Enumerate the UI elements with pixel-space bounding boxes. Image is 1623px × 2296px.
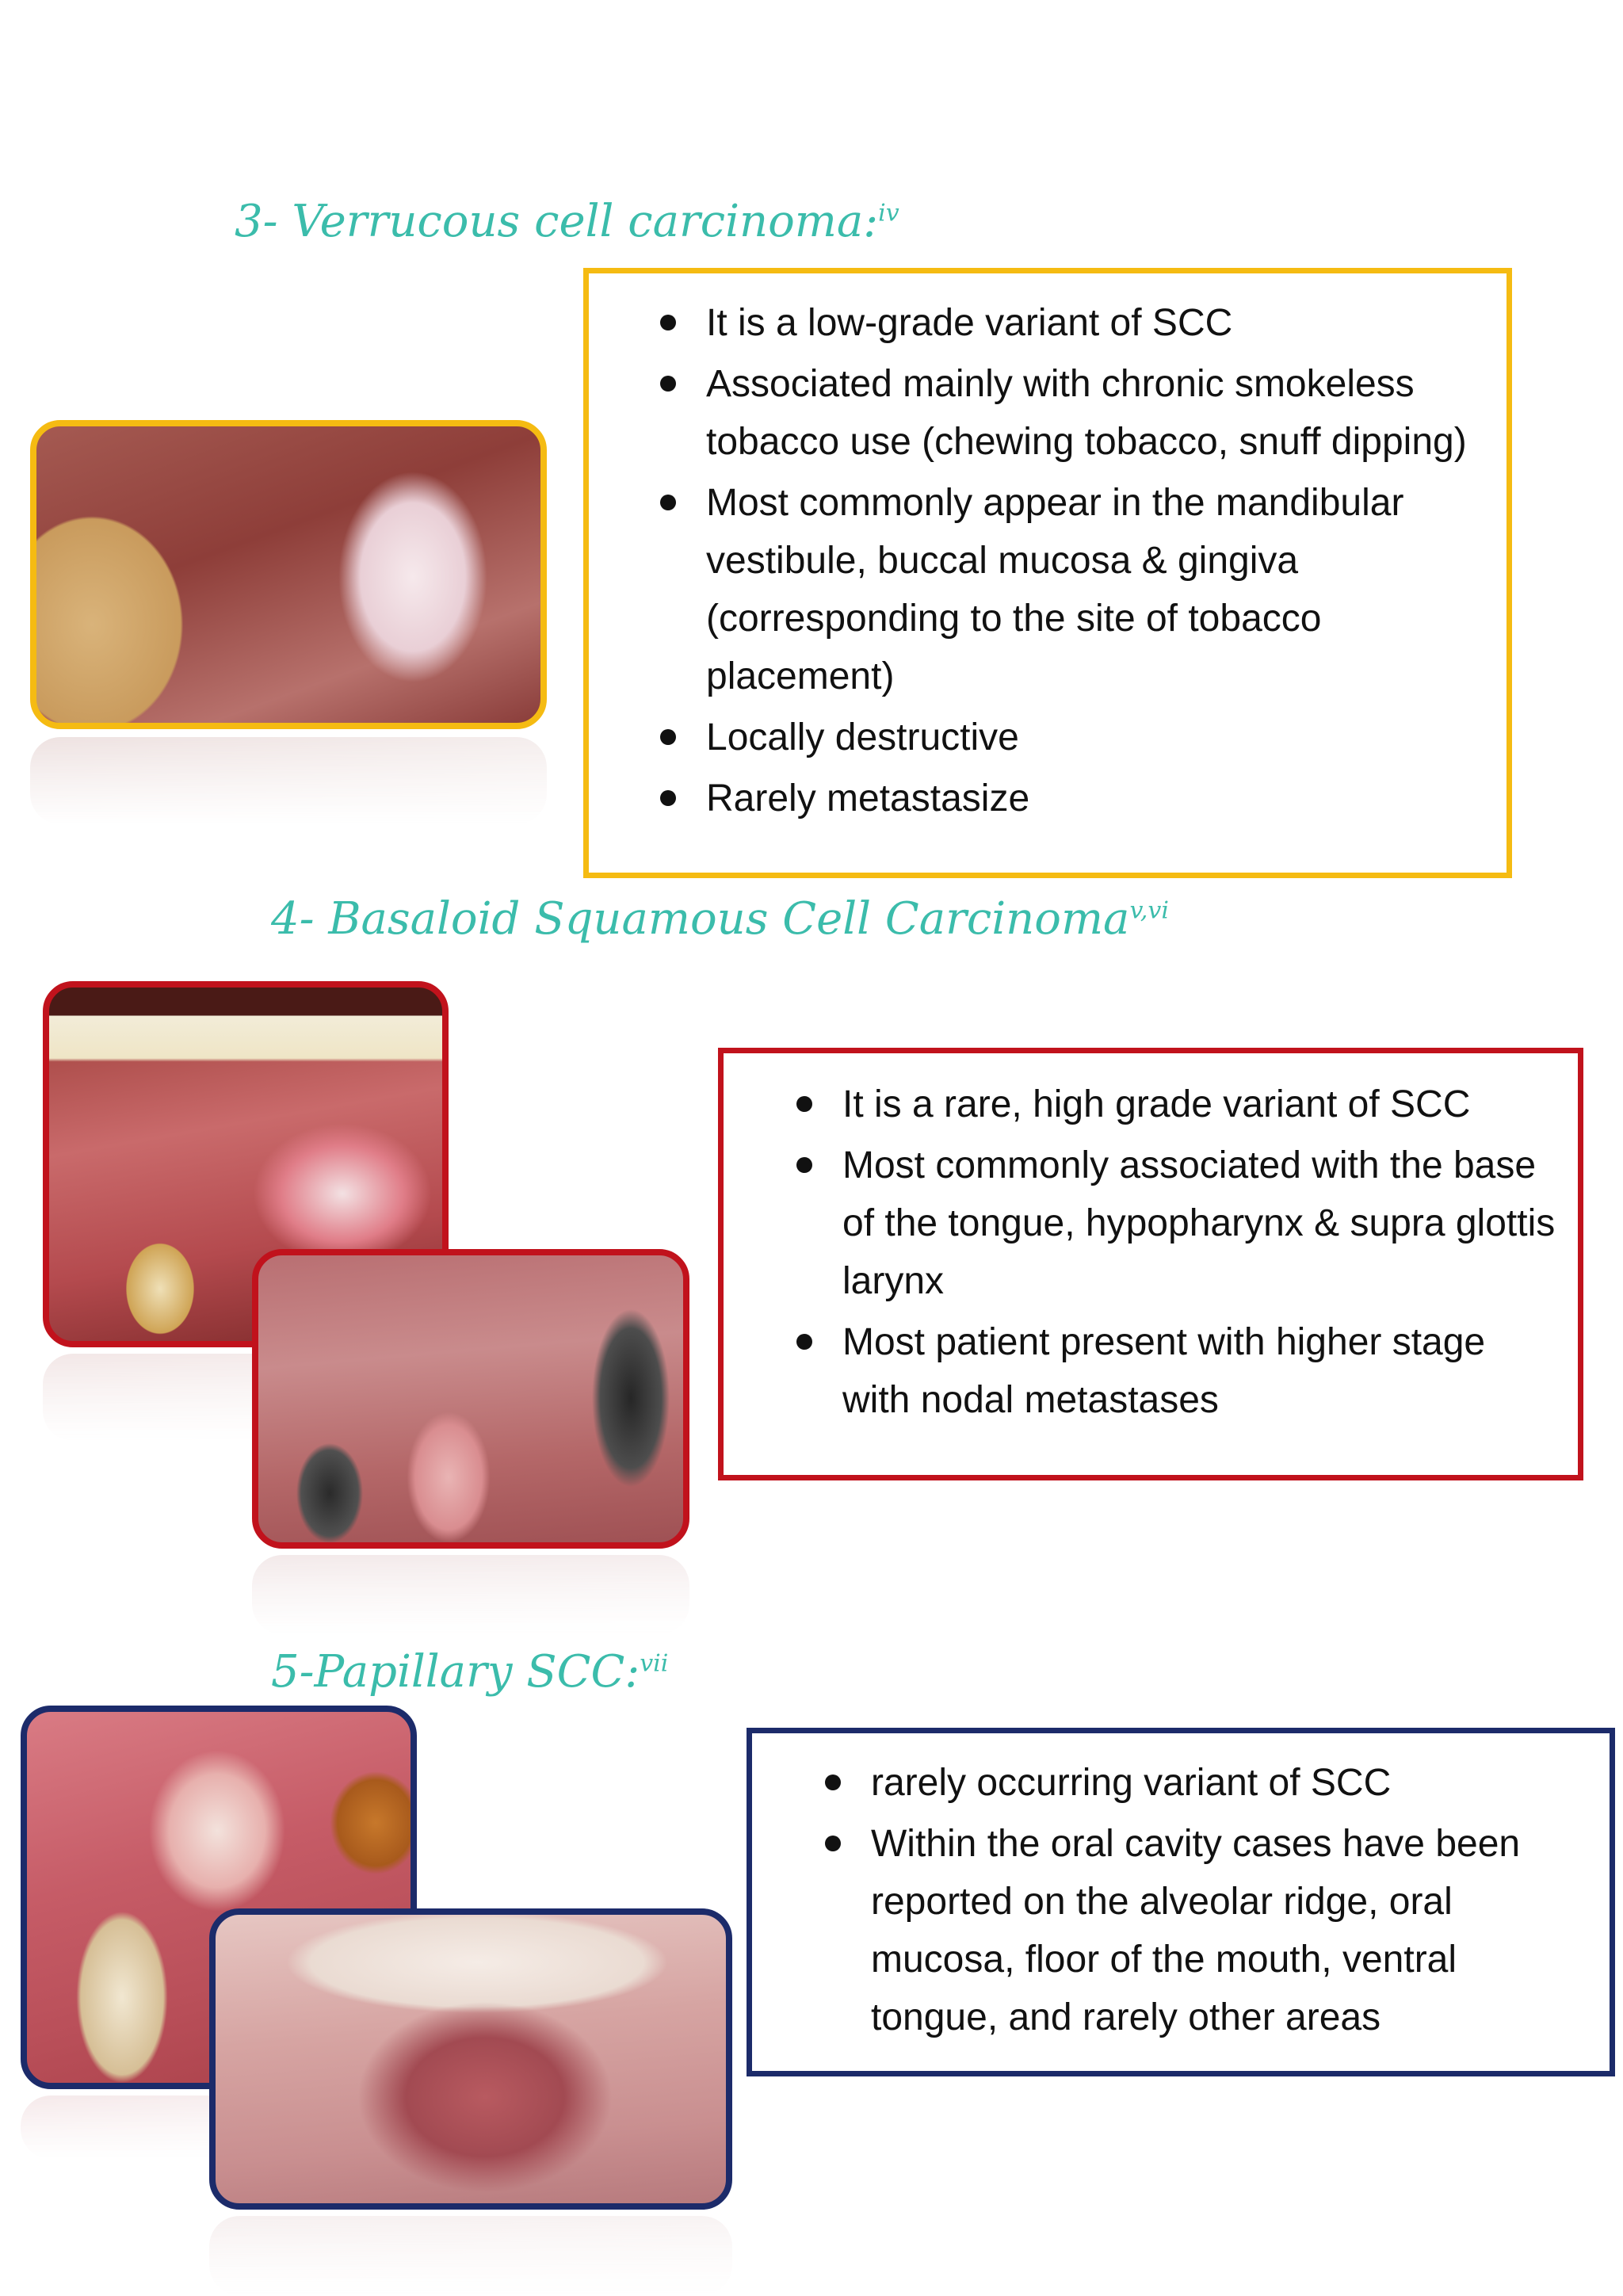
list-item: Rarely metastasize — [706, 770, 1491, 827]
papillary-scc-lesion-photo — [209, 1908, 732, 2210]
photo-reflection — [252, 1555, 689, 1634]
heading-text: 3- Verrucous cell carcinoma: — [235, 196, 879, 247]
photo-reflection — [209, 2216, 732, 2295]
verrucous-info-box — [583, 268, 1512, 878]
list-item: Most commonly appear in the mandibular vestibule, buccal mucosa & gingiva (corresponding to the site of tobacco placement) — [706, 474, 1491, 705]
list-item: Most commonly associated with the base of the tongue, hypopharynx & supra glottis larynx — [842, 1137, 1562, 1310]
section-heading-verrucous — [235, 196, 899, 247]
reference-marker: v,vi — [1129, 896, 1169, 925]
list-item: It is a low-grade variant of SCC — [706, 294, 1491, 352]
basaloid-info-box — [718, 1048, 1583, 1480]
section-heading-papillary — [271, 1646, 669, 1698]
list-item: Locally destructive — [706, 709, 1491, 766]
bullet-list — [752, 1754, 1594, 2046]
basaloid-floor-of-mouth-photo — [252, 1249, 689, 1549]
list-item: Within the oral cavity cases have been reported on the alveolar ridge, oral mucosa, floor of the mouth, ventral tongue, and rarely other areas — [871, 1815, 1594, 2046]
bullet-list — [724, 1075, 1562, 1429]
list-item: Most patient present with higher stage with nodal metastases — [842, 1313, 1562, 1429]
bullet-list — [589, 294, 1491, 827]
section-heading-basaloid — [271, 893, 1169, 945]
list-item: rarely occurring variant of SCC — [871, 1754, 1594, 1812]
verrucous-carcinoma-photo — [30, 420, 547, 729]
reference-marker: vii — [640, 1649, 669, 1678]
list-item: It is a rare, high grade variant of SCC — [842, 1075, 1562, 1133]
reference-marker: iv — [878, 199, 899, 227]
photo-reflection — [30, 737, 547, 824]
heading-text: 4- Basaloid Squamous Cell Carcinoma — [271, 893, 1130, 945]
heading-text: 5-Papillary SCC: — [271, 1646, 640, 1698]
papillary-info-box — [747, 1728, 1615, 2076]
list-item: Associated mainly with chronic smokeless tobacco use (chewing tobacco, snuff dipping) — [706, 355, 1491, 471]
